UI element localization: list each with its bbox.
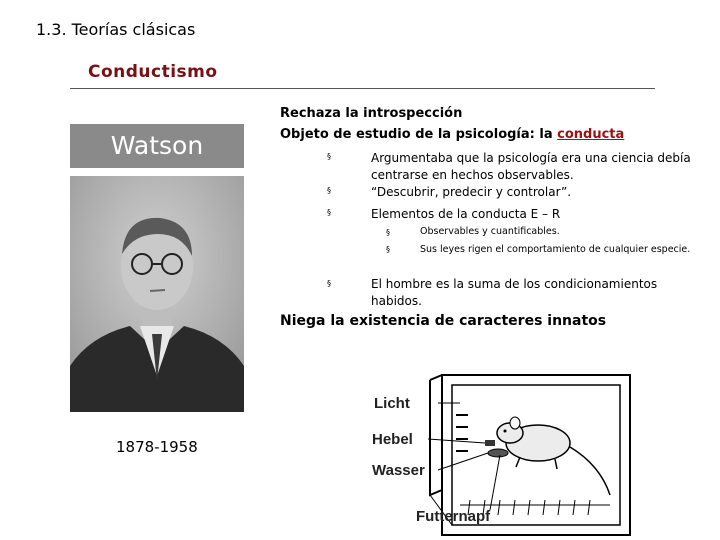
watson-portrait-image xyxy=(70,176,244,412)
sub-bullet-item: Sus leyes rigen el comportamiento de cualquier especie. xyxy=(420,244,691,255)
bullet-item: El hombre es la suma de los condicionamientos habidos. xyxy=(371,277,658,308)
divider-line xyxy=(70,88,655,89)
bullet-icon: § xyxy=(327,152,331,161)
statement-innate-characters: Niega la existencia de caracteres innatos xyxy=(280,313,607,329)
bullet-icon: § xyxy=(327,208,331,217)
bullet-icon: § xyxy=(327,279,331,288)
bullet-item: Elementos de la conducta E – R xyxy=(371,207,561,221)
bullet-item: Argumentaba que la psicología era una ciencia debía centrarse en hechos observables. xyxy=(371,151,691,182)
lifespan-years: 1878-1958 xyxy=(116,438,198,456)
statement-object-of-study xyxy=(280,127,624,142)
label-hebel: Hebel xyxy=(372,431,413,448)
label-licht: Licht xyxy=(374,395,410,412)
sub-bullet-icon: § xyxy=(386,228,390,237)
statement-introspection: Rechaza la introspección xyxy=(280,106,463,121)
section-title: 1.3. Teorías clásicas xyxy=(36,20,196,39)
label-wasser: Wasser xyxy=(372,462,425,479)
bullet-icon: § xyxy=(327,186,331,195)
sub-bullet-icon: § xyxy=(386,245,390,254)
skinner-box-illustration xyxy=(360,355,710,540)
slide-heading: Conductismo xyxy=(88,62,218,82)
name-label-box: Watson xyxy=(70,124,244,168)
sub-bullet-item: Observables y cuantificables. xyxy=(420,226,560,237)
bullet-item: “Descubrir, predecir y controlar”. xyxy=(371,185,572,199)
object-of-study-text: Objeto de estudio de la psicología: la xyxy=(280,127,558,142)
label-futternapf: Futternapf xyxy=(416,508,491,525)
conducta-highlight: conducta xyxy=(557,127,625,142)
